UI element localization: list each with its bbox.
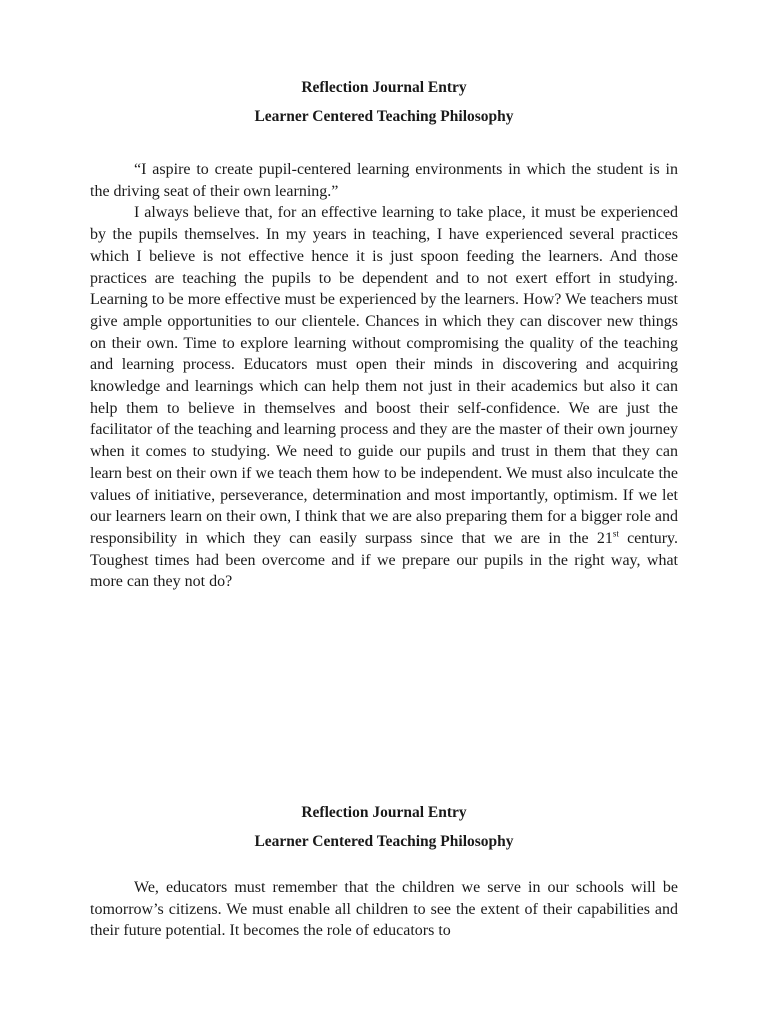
entry-subtitle-second: Learner Centered Teaching Philosophy: [254, 833, 514, 850]
entry-title: Reflection Journal Entry: [301, 79, 467, 96]
entry-body-second: [90, 877, 678, 942]
entry-body: [90, 159, 678, 593]
body-text-part1: I always believe that, for an effective learning to take place, it must be experienced by the pupils themselves. In my years in teaching, I have experienced several practices which I believe is not effective hence it is just spoon feeding the learners. And those practices are teaching the pupils to be dependent and to not exert effort in studying. Learning to be more effective must be experienced by the learners. How? We teachers must give ample opportunities to our clientele. Chances in which they can discover new things on their own. Time to explore learning without compromising the quality of the teaching and learning process. Educators must open their minds in discovering and acquiring knowledge and learnings which can help them not just in their academics but also it can help them to believe in themselves and boost their self-confidence. We are just the facilitator of the teaching and learning process and they are the master of their own journey when it comes to studying. We need to guide our pupils and trust in them that they can learn best on their own if we teach them how to be independent. We must also inculcate the values of initiative, perseverance, determination and most importantly, optimism. If we let our learners learn on their own, I think that we are also preparing them for a bigger role and responsibility in which they can easily surpass since that we are in the 21: [90, 204, 678, 547]
body-text-part2: century. Toughest times had been overcome and if we prepare our pupils in the right way, what more can they not do?: [90, 529, 679, 591]
body-paragraph: [90, 202, 678, 593]
ordinal-superscript: st: [612, 528, 619, 539]
entry-subtitle: Learner Centered Teaching Philosophy: [254, 108, 514, 125]
body-paragraph-second: We, educators must remember that the children we serve in our schools will be tomorrow’s citizens. We must enable all children to see the extent of their capabilities and their future potential. It becomes the role of educators to: [90, 879, 678, 940]
entry-title-second: Reflection Journal Entry: [301, 804, 467, 821]
quote-paragraph: “I aspire to create pupil-centered learning environments in which the student is in the driving seat of their own learning.”: [90, 161, 678, 200]
